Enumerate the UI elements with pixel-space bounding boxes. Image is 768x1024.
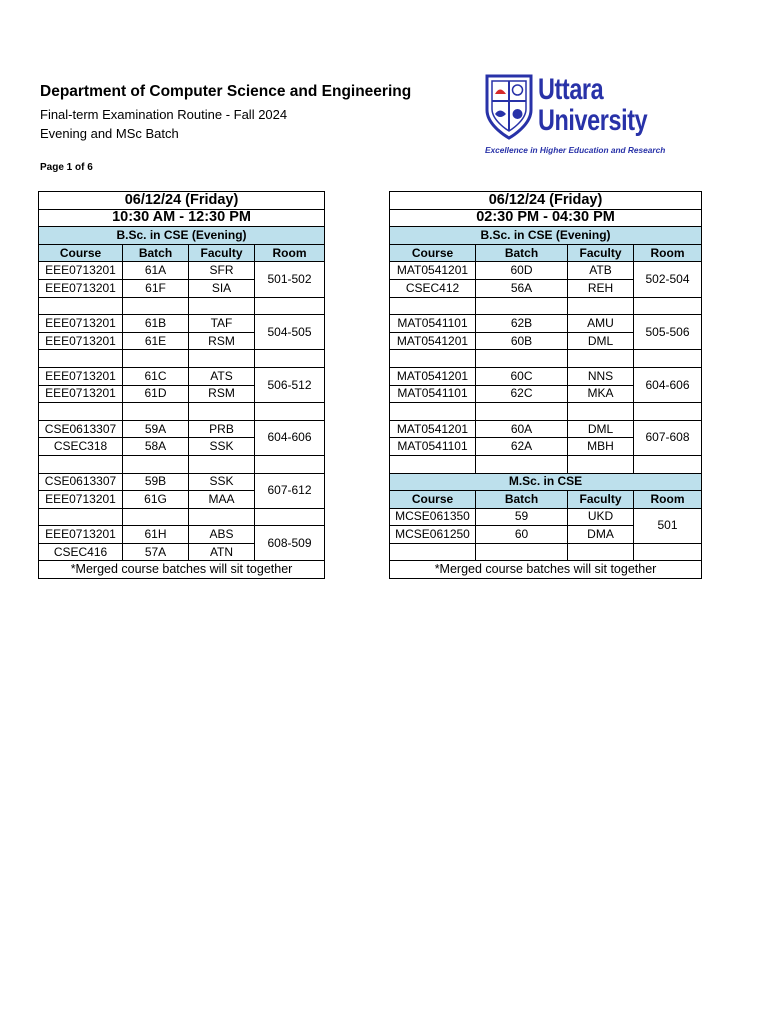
routine-table-afternoon (389, 191, 702, 579)
spacer-row (39, 297, 325, 315)
table-row (390, 508, 702, 526)
page-indicator: Page 1 of 6 (40, 162, 93, 173)
batch-cell: 59 (476, 508, 568, 526)
faculty-cell: SFR (189, 262, 255, 280)
spacer-row (390, 403, 702, 421)
course-cell: MCSE061250 (390, 526, 476, 544)
course-cell: MAT0541201 (390, 262, 476, 280)
faculty-cell: MAA (189, 491, 255, 509)
spacer-row (390, 297, 702, 315)
faculty-cell: SSK (189, 473, 255, 491)
faculty-column-header: Faculty (568, 244, 634, 262)
batch-cell: 61A (123, 262, 189, 280)
batch-cell: 61B (123, 315, 189, 333)
program-header: B.Sc. in CSE (Evening) (390, 227, 702, 245)
batch-cell: 57A (123, 543, 189, 561)
faculty-cell: REH (568, 279, 634, 297)
table-row (39, 526, 325, 544)
batch-cell: 62C (476, 385, 568, 403)
spacer-row (39, 350, 325, 368)
table-row (390, 315, 702, 333)
room-cell: 504-505 (255, 315, 325, 350)
exam-time: 10:30 AM - 12:30 PM (39, 209, 325, 227)
batch-cell: 59A (123, 420, 189, 438)
course-cell: CSEC416 (39, 543, 123, 561)
faculty-cell: DMA (568, 526, 634, 544)
batch-cell: 61D (123, 385, 189, 403)
faculty-cell: ABS (189, 526, 255, 544)
room-column-header: Room (634, 244, 702, 262)
batch-cell: 61H (123, 526, 189, 544)
batch-column-header: Batch (123, 244, 189, 262)
batch-column-header: Batch (476, 491, 568, 509)
logo-tagline: Excellence in Higher Education and Research (485, 145, 666, 155)
table-row (39, 420, 325, 438)
room-cell: 502-504 (634, 262, 702, 297)
spacer-row (390, 350, 702, 368)
faculty-cell: ATS (189, 367, 255, 385)
routine-table-morning (38, 191, 325, 579)
university-name-line2: University (538, 104, 648, 137)
msc-column-header-row (390, 491, 702, 509)
course-column-header: Course (390, 491, 476, 509)
spacer-row (39, 403, 325, 421)
room-cell: 608-509 (255, 526, 325, 561)
faculty-cell: SSK (189, 438, 255, 456)
batch-cell: 60D (476, 262, 568, 280)
course-cell: EEE0713201 (39, 332, 123, 350)
faculty-cell: DML (568, 420, 634, 438)
faculty-column-header: Faculty (189, 244, 255, 262)
program-header: B.Sc. in CSE (Evening) (39, 227, 325, 245)
batch-column-header: Batch (476, 244, 568, 262)
course-cell: EEE0713201 (39, 315, 123, 333)
faculty-cell: AMU (568, 315, 634, 333)
course-cell: MAT0541201 (390, 332, 476, 350)
batch-cell: 61E (123, 332, 189, 350)
room-column-header: Room (255, 244, 325, 262)
course-cell: EEE0713201 (39, 385, 123, 403)
table-row (39, 262, 325, 280)
university-crest-icon (484, 74, 534, 140)
faculty-cell: SIA (189, 279, 255, 297)
course-cell: MAT0541201 (390, 420, 476, 438)
spacer-row (39, 455, 325, 473)
batch-subtitle: Evening and MSc Batch (40, 126, 179, 141)
room-cell: 604-606 (634, 367, 702, 402)
batch-cell: 59B (123, 473, 189, 491)
batch-cell: 56A (476, 279, 568, 297)
merged-batches-note: *Merged course batches will sit together (390, 561, 702, 579)
batch-cell: 62A (476, 438, 568, 456)
course-cell: EEE0713201 (39, 367, 123, 385)
exam-date: 06/12/24 (Friday) (39, 192, 325, 210)
table-row (39, 315, 325, 333)
faculty-cell: ATN (189, 543, 255, 561)
faculty-cell: DML (568, 332, 634, 350)
course-cell: MAT0541101 (390, 438, 476, 456)
faculty-cell: UKD (568, 508, 634, 526)
faculty-cell: MKA (568, 385, 634, 403)
exam-routine-subtitle: Final-term Examination Routine - Fall 2024 (40, 107, 288, 122)
exam-time: 02:30 PM - 04:30 PM (390, 209, 702, 227)
faculty-cell: NNS (568, 367, 634, 385)
department-title: Department of Computer Science and Engineering (40, 83, 412, 100)
batch-cell: 60C (476, 367, 568, 385)
course-cell: MAT0541101 (390, 385, 476, 403)
faculty-column-header: Faculty (568, 491, 634, 509)
room-cell: 501 (634, 508, 702, 543)
course-cell: EEE0713201 (39, 262, 123, 280)
column-header-row (390, 244, 702, 262)
faculty-cell: MBH (568, 438, 634, 456)
university-logo (484, 73, 666, 160)
spacer-row (39, 508, 325, 526)
batch-cell: 60 (476, 526, 568, 544)
room-cell: 505-506 (634, 315, 702, 350)
batch-cell: 61G (123, 491, 189, 509)
batch-cell: 61C (123, 367, 189, 385)
room-cell: 604-606 (255, 420, 325, 455)
exam-date: 06/12/24 (Friday) (390, 192, 702, 210)
course-cell: MAT0541201 (390, 367, 476, 385)
course-cell: EEE0713201 (39, 526, 123, 544)
course-cell: CSEC318 (39, 438, 123, 456)
course-cell: EEE0713201 (39, 279, 123, 297)
batch-cell: 60B (476, 332, 568, 350)
room-column-header: Room (634, 491, 702, 509)
university-name (538, 74, 647, 136)
spacer-row (390, 455, 702, 473)
msc-program-header: M.Sc. in CSE (390, 473, 702, 491)
table-row (39, 473, 325, 491)
university-name-line1: Uttara (538, 73, 604, 106)
course-cell: CSEC412 (390, 279, 476, 297)
faculty-cell: RSM (189, 385, 255, 403)
batch-cell: 62B (476, 315, 568, 333)
course-cell: MAT0541101 (390, 315, 476, 333)
room-cell: 607-612 (255, 473, 325, 508)
spacer-row (390, 543, 702, 561)
room-cell: 506-512 (255, 367, 325, 402)
faculty-cell: TAF (189, 315, 255, 333)
merged-batches-note: *Merged course batches will sit together (39, 561, 325, 579)
room-cell: 501-502 (255, 262, 325, 297)
batch-cell: 60A (476, 420, 568, 438)
table-row (390, 262, 702, 280)
course-column-header: Course (390, 244, 476, 262)
course-cell: CSE0613307 (39, 473, 123, 491)
course-column-header: Course (39, 244, 123, 262)
course-cell: CSE0613307 (39, 420, 123, 438)
faculty-cell: PRB (189, 420, 255, 438)
column-header-row (39, 244, 325, 262)
course-cell: EEE0713201 (39, 491, 123, 509)
faculty-cell: RSM (189, 332, 255, 350)
table-row (390, 367, 702, 385)
table-row (39, 367, 325, 385)
room-cell: 607-608 (634, 420, 702, 455)
course-cell: MCSE061350 (390, 508, 476, 526)
table-row (390, 420, 702, 438)
faculty-cell: ATB (568, 262, 634, 280)
batch-cell: 61F (123, 279, 189, 297)
batch-cell: 58A (123, 438, 189, 456)
